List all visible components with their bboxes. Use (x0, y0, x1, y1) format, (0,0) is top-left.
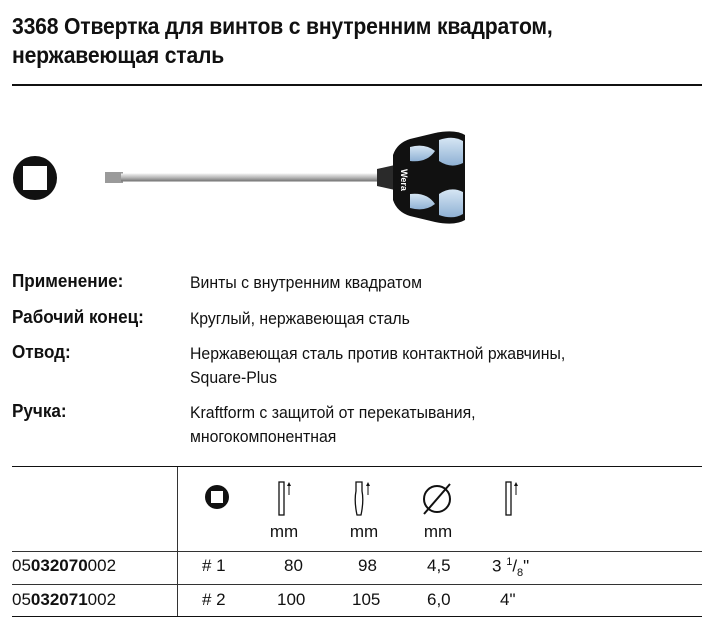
title-line-1: 3368 Отвертка для винтов с внутренним квадратом, (12, 13, 553, 39)
title-line-2: нержавеющая сталь (12, 42, 225, 68)
square-drive-icon (202, 481, 232, 517)
spec-value-line: Kraftform с защитой от перекатывания, (190, 403, 476, 422)
unit-blade: mm (269, 522, 299, 541)
blade-length-inch-icon (504, 481, 520, 517)
spec-value-line: Винты с внутренним квадратом (190, 273, 422, 292)
spec-value-line: Square-Plus (190, 368, 278, 387)
table-divider (177, 467, 178, 616)
size-1: # 1 (202, 556, 226, 575)
brand-logo: Wera (399, 169, 409, 191)
screwdriver-icon (105, 125, 465, 235)
blade-length-icon (277, 481, 293, 517)
spec-label-application: Применение: (12, 271, 124, 291)
article-table (12, 466, 702, 617)
spec-value-line: Нержавеющая сталь против контактной ржавчины, (190, 344, 566, 363)
table-header-divider (12, 551, 702, 552)
diameter-icon (420, 481, 454, 517)
page-title (12, 12, 647, 70)
spec-value-blade (190, 342, 664, 390)
spec-label-blade: Отвод: (12, 342, 71, 362)
diameter-2: 6,0 (427, 590, 451, 609)
unit-diameter: mm (423, 522, 453, 541)
spec-label-handle: Ручка: (12, 401, 67, 421)
total-length-2: 105 (352, 590, 381, 609)
spec-value-line: Круглый, нержавеющая сталь (190, 309, 410, 328)
table-row-divider (12, 584, 702, 585)
spec-value-working-end (190, 307, 664, 331)
diameter-1: 4,5 (427, 556, 451, 575)
total-length-1: 98 (358, 556, 377, 575)
article-number-2: 05032071002 (12, 590, 117, 609)
size-2: # 2 (202, 590, 226, 609)
spec-value-handle (190, 401, 664, 449)
unit-total: mm (349, 522, 379, 541)
square-drive-icon (12, 155, 58, 201)
blade-length-2: 100 (277, 590, 306, 609)
spec-label-working-end: Рабочий конец: (12, 307, 144, 327)
inch-length-1: 3 $^1/_8$" (492, 556, 530, 580)
spec-value-application (190, 271, 664, 295)
spec-value-line: многокомпонентная (190, 427, 337, 446)
article-number-1: 05032070002 (12, 556, 117, 575)
blade-length-1: 80 (284, 556, 303, 575)
title-divider (12, 84, 702, 86)
inch-length-2: 4" (500, 590, 516, 609)
total-length-icon (352, 481, 372, 517)
